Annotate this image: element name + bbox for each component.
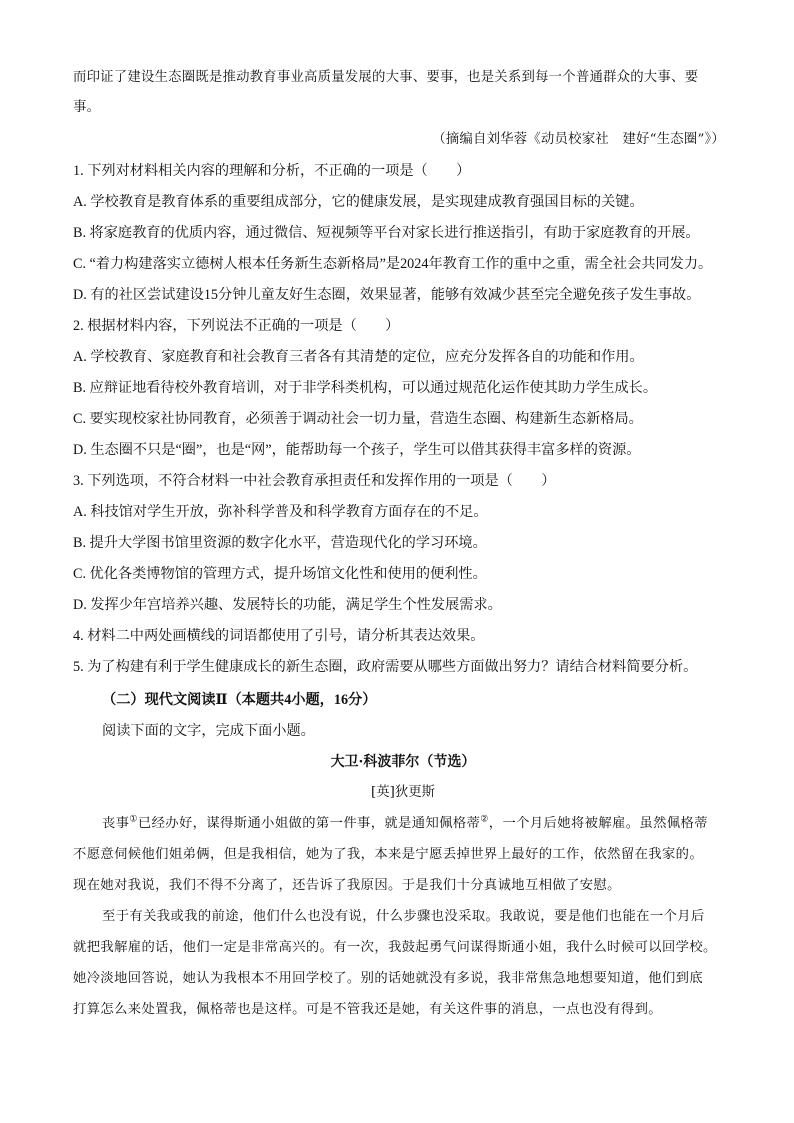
question-3-option-d: D. 发挥少年宫培养兴趣、发展特长的功能，满足学生个性发展需求。: [73, 597, 502, 613]
question-1-option-a: A. 学校教育是教育体系的重要组成部分，它的健康发展，是实现建成教育强国目标的关键。: [73, 194, 644, 210]
question-3-option-a: A. 科技馆对学生开放，弥补科学普及和科学教育方面存在的不足。: [73, 504, 488, 520]
story-paragraph-2-line-4: 打算怎么来处置我，佩格蒂也是这样。可是不管我还是她，有关这件事的消息，一点也没有得到。: [73, 1002, 662, 1017]
story-author: [英]狄更斯: [370, 785, 435, 800]
story-text: ，一个月后她将被解雇。虽然佩格蒂: [488, 816, 708, 831]
section-heading: （二）现代文阅读Ⅱ（本题共4小题，16分）: [102, 692, 377, 708]
question-1-option-c: C. “着力构建落实立德树人根本任务新生态新格局”是2024年教育工作的重中之重，需全社会共同发力。: [73, 256, 713, 272]
question-1-option-d: D. 有的社区尝试建设15分钟儿童友好生态圈，效果显著，能够有效减少甚至完全避免孩子发生事故。: [73, 287, 701, 303]
intro-line-2: 事。: [73, 100, 101, 115]
question-4: 4. 材料二中两处画横线的词语都使用了引号，请分析其表达效果。: [73, 628, 485, 644]
story-paragraph-1-line-2: 不愿意伺候他们姐弟俩，但是我相信，她为了我，本来是宁愿丢掉世界上最好的工作，依然留在我家的。: [73, 847, 704, 862]
story-text: 丧事: [102, 816, 130, 831]
question-3-stem: 3. 下列选项，不符合材料一中社会教育承担责任和发挥作用的一项是（ ）: [73, 473, 556, 489]
section-instruction: 阅读下面的文字，完成下面小题。: [102, 723, 315, 739]
story-title: 大卫·科波菲尔（节选）: [330, 754, 476, 770]
question-3-option-c: C. 优化各类博物馆的管理方式，提升场馆文化性和使用的便利性。: [73, 566, 487, 582]
question-2-option-c: C. 要实现校家社协同教育，必须善于调动社会一切力量，营造生态圈、构建新生态新格局。: [73, 411, 643, 427]
story-text: 已经办好，谋得斯通小姐做的第一件事，就是通知佩格蒂: [137, 816, 481, 831]
question-2-stem: 2. 根据材料内容，下列说法不正确的一项是（ ）: [73, 318, 400, 334]
story-paragraph-2-line-3: 她冷淡地回答说，她认为我根本不用回学校了。别的话她就没有多说，我非常焦急地想要知道，他们到底: [73, 971, 704, 986]
question-2-option-a: A. 学校教育、家庭教育和社会教育三者各有其清楚的定位，应充分发挥各自的功能和作用。: [73, 349, 644, 365]
story-paragraph-1-line-1: [102, 814, 762, 834]
question-1-stem: 1. 下列对材料相关内容的理解和分析，不正确的一项是（ ）: [73, 163, 471, 179]
story-paragraph-2-line-1: 至于有关我或我的前途，他们什么也没有说，什么步骤也没采取。我敢说，要是他们也能在一个月后: [102, 909, 705, 924]
footnote-marker-2: ②: [480, 814, 489, 825]
intro-line-1: 而印证了建设生态圈既是推动教育事业高质量发展的大事、要事，也是关系到每一个普通群众的大事、要: [73, 70, 699, 85]
question-3-option-b: B. 提升大学图书馆里资源的数字化水平，营造现代化的学习环境。: [73, 535, 487, 551]
question-1-option-b: B. 将家庭教育的优质内容，通过微信、短视频等平台对家长进行推送指引，有助于家庭教育的开展。: [73, 225, 700, 241]
footnote-marker-1: ①: [129, 814, 138, 825]
story-paragraph-1-line-3: 现在她对我说，我们不得不分离了，还告诉了我原因。于是我们十分真诚地互相做了安慰。: [73, 878, 621, 893]
question-5: 5. 为了构建有利于学生健康成长的新生态圈，政府需要从哪些方面做出努力？请结合材料简要分析。: [73, 659, 698, 675]
story-paragraph-2-line-2: 就把我解雇的话，他们一定是非常高兴的。有一次，我鼓起勇气问谋得斯通小姐，我什么时候可以回学校。: [73, 940, 717, 955]
question-2-option-b: B. 应辩证地看待校外教育培训，对于非学科类机构，可以通过规范化运作使其助力学生成长。: [73, 380, 658, 396]
question-2-option-d: D. 生态圈不只是“圈”，也是“网”，能帮助每一个孩子，学生可以借其获得丰富多样的资源。: [73, 442, 641, 458]
source-citation: （摘编自刘华蓉《动员校家社 建好“生态圈”》）: [432, 132, 725, 147]
